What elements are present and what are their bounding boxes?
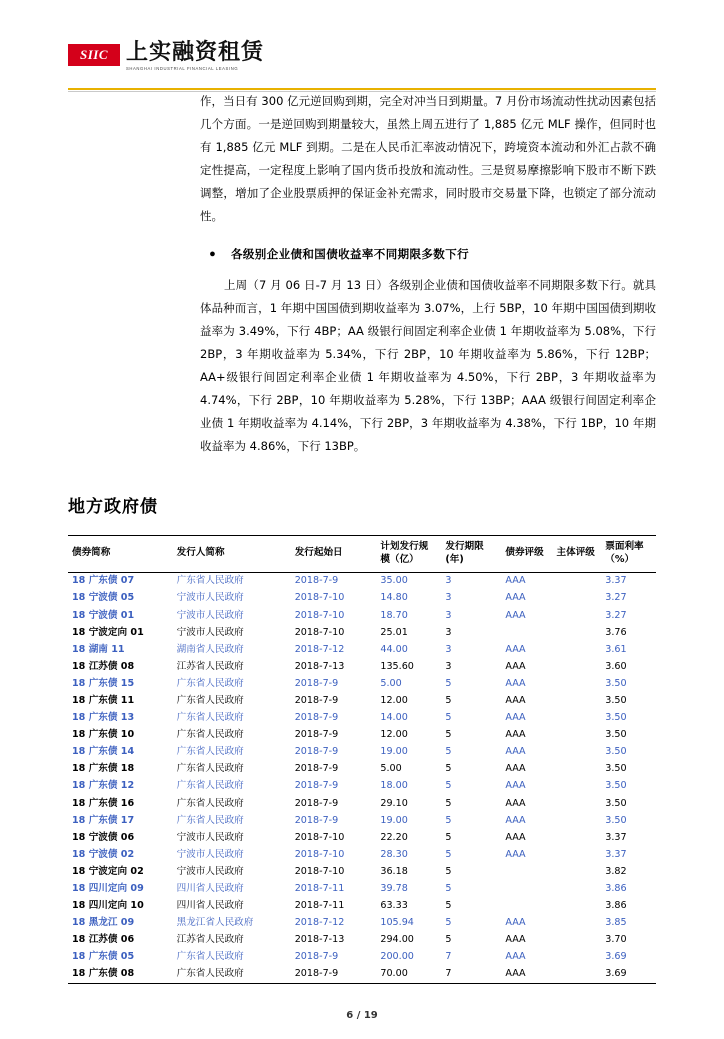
page-header xyxy=(0,0,724,78)
cell-bond-rating xyxy=(501,880,552,897)
cell-planned-scale: 35.00 xyxy=(380,575,408,587)
column-header-issue-date: 发行起始日 xyxy=(291,535,377,572)
cell-bond-name: 18 宁波债 02 xyxy=(72,848,135,860)
cell-bond-rating: AAA xyxy=(505,592,526,604)
cell-planned-scale: 14.00 xyxy=(380,712,408,724)
paragraph-yields: 上周（7 月 06 日-7 月 13 日）各级别企业债和国债收益率不同期限多数下行。就具体品种而言，1 年期中国国债到期收益率为 3.07%，上行 5BP，10 年期中国国债到期收益率为 3.49%，下行 4BP；AA 级银行间固定利率企业债 1 年期收益率为 5.08%，下行 2BP，3 年期收益率为 5.34%，下行 2BP，10 年期收益率为 5.86%，下行 12BP；AA+级银行间固定利率企业债 1 年期收益率为 4.50%，下行 2BP，3 年期收益率为 4.74%，下行 2BP，10 年期收益率为 5.28%，下行 13BP；AAA 级银行间固定利率企业债 1 年期收益率为 4.14%，下行 2BP，3 年期收益率为 4.38%，下行 1BP，10 年期收益率为 4.86%，下行 13BP。 xyxy=(200,277,656,453)
table-row xyxy=(68,624,656,641)
cell-planned-scale: 18.00 xyxy=(380,780,408,792)
cell-bond-rating: AAA xyxy=(505,763,526,775)
cell-bond-name: 18 广东债 08 xyxy=(68,966,173,984)
cell-bond-rating: AAA xyxy=(505,780,526,792)
cell-term-years: 5 xyxy=(445,917,452,929)
cell-bond-rating: AAA xyxy=(505,660,526,672)
cell-coupon-rate: 3.50 xyxy=(605,677,627,689)
cell-issue-date: 2018-7-10 xyxy=(294,848,345,860)
cell-term-years: 7 xyxy=(445,951,452,963)
cell-bond-rating: AAA xyxy=(505,575,526,587)
cell-planned-scale: 19.00 xyxy=(380,814,408,826)
cell-term-years: 5 xyxy=(445,712,452,724)
bond-table-wrapper xyxy=(0,535,724,984)
cell-issuer-name: 广东省人民政府 xyxy=(176,729,244,741)
cell-bond-rating: AAA xyxy=(505,848,526,860)
table-row xyxy=(68,709,656,726)
cell-issuer-name: 广东省人民政府 xyxy=(173,966,291,984)
cell-issuer-rating xyxy=(553,898,602,915)
cell-issuer-name: 湖南省人民政府 xyxy=(176,643,244,655)
cell-issuer-rating xyxy=(553,846,602,863)
cell-issue-date: 2018-7-9 xyxy=(294,712,339,724)
cell-coupon-rate: 3.86 xyxy=(605,900,627,912)
cell-issue-date: 2018-7-9 xyxy=(294,814,339,826)
cell-planned-scale: 44.00 xyxy=(380,643,408,655)
cell-issuer-name: 广东省人民政府 xyxy=(176,746,244,758)
cell-bond-name: 18 广东债 17 xyxy=(72,814,135,826)
table-row xyxy=(68,761,656,778)
cell-issue-date: 2018-7-10 xyxy=(294,592,345,604)
cell-issue-date: 2018-7-10 xyxy=(294,609,345,621)
cell-bond-name: 18 宁波定向 01 xyxy=(72,626,144,638)
cell-issuer-rating xyxy=(553,709,602,726)
cell-issuer-name: 广东省人民政府 xyxy=(176,712,244,724)
cell-term-years: 5 xyxy=(445,883,452,894)
cell-planned-scale: 36.18 xyxy=(380,865,408,877)
cell-issue-date: 2018-7-10 xyxy=(294,865,345,877)
cell-planned-scale: 39.78 xyxy=(380,883,408,894)
column-header-issuer-rating: 主体评级 xyxy=(553,535,602,572)
cell-issuer-rating xyxy=(553,607,602,624)
cell-bond-name: 18 广东债 11 xyxy=(72,694,135,706)
cell-planned-scale: 29.10 xyxy=(380,797,408,809)
cell-issuer-name: 四川省人民政府 xyxy=(176,900,244,912)
header-divider-gray xyxy=(68,91,656,92)
cell-issuer-name: 广东省人民政府 xyxy=(176,780,244,792)
cell-coupon-rate: 3.60 xyxy=(605,660,627,672)
bullet-heading-yields xyxy=(208,244,656,266)
table-row xyxy=(68,880,656,897)
cell-coupon-rate: 3.37 xyxy=(605,575,627,587)
cell-issue-date: 2018-7-13 xyxy=(294,934,345,946)
cell-term-years: 5 xyxy=(445,763,452,775)
cell-coupon-rate: 3.27 xyxy=(605,592,627,604)
cell-coupon-rate: 3.82 xyxy=(605,865,627,877)
table-row xyxy=(68,658,656,675)
cell-term-years: 5 xyxy=(445,814,452,826)
column-header-coupon-rate: 票面利率（%） xyxy=(601,535,656,572)
cell-planned-scale: 135.60 xyxy=(380,660,414,672)
cell-issuer-name: 四川省人民政府 xyxy=(176,883,244,894)
cell-issuer-rating xyxy=(553,795,602,812)
cell-issue-date: 2018-7-9 xyxy=(294,763,339,775)
cell-planned-scale: 12.00 xyxy=(380,694,408,706)
cell-bond-rating: AAA xyxy=(505,814,526,826)
column-header-planned-scale: 计划发行规模（亿） xyxy=(376,535,441,572)
cell-issuer-name: 宁波市人民政府 xyxy=(176,831,244,843)
cell-issuer-rating xyxy=(553,880,602,897)
cell-term-years: 5 xyxy=(445,831,452,843)
cell-planned-scale: 18.70 xyxy=(380,609,408,621)
cell-bond-rating: AAA xyxy=(505,694,526,706)
table-row xyxy=(68,829,656,846)
cell-issuer-rating xyxy=(553,949,602,966)
cell-bond-rating: AAA xyxy=(505,677,526,689)
cell-bond-name: 18 广东债 14 xyxy=(72,746,135,758)
cell-coupon-rate: 3.76 xyxy=(605,626,627,638)
cell-issue-date: 2018-7-10 xyxy=(294,626,345,638)
cell-issuer-name: 广东省人民政府 xyxy=(176,694,244,706)
cell-coupon-rate: 3.86 xyxy=(605,883,627,894)
cell-bond-rating: AAA xyxy=(501,966,552,984)
cell-bond-rating: AAA xyxy=(505,831,526,843)
cell-issue-date: 2018-7-9 xyxy=(294,746,339,758)
cell-term-years: 3 xyxy=(445,643,452,655)
cell-issuer-rating xyxy=(553,590,602,607)
bond-table-body xyxy=(68,572,656,983)
cell-bond-name: 18 广东债 12 xyxy=(72,780,135,792)
cell-coupon-rate: 3.69 xyxy=(605,951,627,963)
cell-issuer-rating xyxy=(553,692,602,709)
bond-table-head xyxy=(68,535,656,572)
cell-issuer-rating xyxy=(553,641,602,658)
cell-issuer-name: 广东省人民政府 xyxy=(176,814,244,826)
table-row xyxy=(68,932,656,949)
cell-issuer-rating xyxy=(553,572,602,590)
cell-bond-name: 18 广东债 07 xyxy=(72,575,135,587)
cell-term-years: 5 xyxy=(445,934,452,946)
cell-issue-date: 2018-7-12 xyxy=(294,917,345,929)
cell-issue-date: 2018-7-12 xyxy=(294,643,345,655)
cell-planned-scale: 14.80 xyxy=(380,592,408,604)
company-logo xyxy=(68,42,264,71)
cell-planned-scale: 200.00 xyxy=(380,951,414,963)
cell-bond-name: 18 湖南 11 xyxy=(72,643,125,655)
logo-mark: SIIC xyxy=(68,44,120,66)
cell-term-years: 3 xyxy=(445,660,452,672)
cell-issuer-rating xyxy=(553,624,602,641)
table-row xyxy=(68,846,656,863)
cell-bond-name: 18 四川定向 09 xyxy=(72,883,144,894)
cell-bond-name: 18 宁波债 05 xyxy=(72,592,135,604)
cell-coupon-rate: 3.50 xyxy=(605,729,627,741)
cell-bond-name: 18 广东债 16 xyxy=(72,797,135,809)
cell-bond-name: 18 黑龙江 09 xyxy=(72,917,135,929)
cell-issuer-name: 宁波市人民政府 xyxy=(176,865,244,877)
cell-coupon-rate: 3.85 xyxy=(605,917,627,929)
cell-issue-date: 2018-7-10 xyxy=(294,831,345,843)
cell-bond-rating xyxy=(501,624,552,641)
cell-issuer-name: 广东省人民政府 xyxy=(176,763,244,775)
cell-issue-date: 2018-7-9 xyxy=(294,677,339,689)
column-header-issuer: 发行人简称 xyxy=(173,535,291,572)
cell-issuer-name: 宁波市人民政府 xyxy=(176,848,244,860)
cell-bond-rating: AAA xyxy=(505,729,526,741)
cell-issue-date: 2018-7-9 xyxy=(294,780,339,792)
logo-name-en: SHANGHAI INDUSTRIAL FINANCIAL LEASING xyxy=(126,66,239,71)
cell-coupon-rate: 3.37 xyxy=(605,848,627,860)
cell-term-years: 3 xyxy=(445,575,452,587)
cell-planned-scale: 70.00 xyxy=(376,966,441,984)
cell-bond-rating: AAA xyxy=(505,797,526,809)
table-row xyxy=(68,727,656,744)
cell-term-years: 5 xyxy=(445,694,452,706)
cell-coupon-rate: 3.50 xyxy=(605,746,627,758)
cell-term-years: 3 xyxy=(445,609,452,621)
table-row xyxy=(68,795,656,812)
cell-term-years: 3 xyxy=(445,626,452,638)
cell-issuer-rating xyxy=(553,932,602,949)
cell-bond-rating xyxy=(501,863,552,880)
column-header-bond-name: 债券简称 xyxy=(68,535,173,572)
table-row xyxy=(68,863,656,880)
cell-issuer-rating xyxy=(553,915,602,932)
cell-bond-rating: AAA xyxy=(505,643,526,655)
cell-term-years: 7 xyxy=(441,966,501,984)
table-row xyxy=(68,915,656,932)
cell-issue-date: 2018-7-9 xyxy=(294,951,339,963)
cell-bond-name: 18 江苏债 06 xyxy=(72,934,135,946)
cell-issuer-rating xyxy=(553,675,602,692)
cell-issue-date: 2018-7-9 xyxy=(294,575,339,587)
cell-bond-rating xyxy=(501,898,552,915)
table-row xyxy=(68,675,656,692)
cell-issue-date: 2018-7-9 xyxy=(294,694,339,706)
cell-bond-rating: AAA xyxy=(505,609,526,621)
cell-bond-name: 18 宁波债 06 xyxy=(72,831,135,843)
cell-term-years: 5 xyxy=(445,848,452,860)
cell-issue-date: 2018-7-9 xyxy=(294,797,339,809)
cell-issuer-rating xyxy=(553,966,602,984)
table-row xyxy=(68,692,656,709)
cell-issuer-name: 宁波市人民政府 xyxy=(176,626,244,638)
cell-issuer-name: 广东省人民政府 xyxy=(176,797,244,809)
table-row xyxy=(68,966,656,984)
page-body xyxy=(0,90,724,458)
cell-planned-scale: 5.00 xyxy=(380,677,402,689)
table-row xyxy=(68,949,656,966)
cell-bond-rating: AAA xyxy=(505,934,526,946)
cell-issuer-rating xyxy=(553,812,602,829)
cell-bond-name: 18 广东债 15 xyxy=(72,677,135,689)
cell-planned-scale: 25.01 xyxy=(380,626,408,638)
table-row xyxy=(68,744,656,761)
cell-issuer-rating xyxy=(553,863,602,880)
table-row xyxy=(68,812,656,829)
cell-bond-name: 18 江苏债 08 xyxy=(72,660,135,672)
cell-issue-date: 2018-7-11 xyxy=(294,900,345,912)
section-heading-local-government-bonds: 地方政府债 xyxy=(68,496,158,517)
cell-issuer-name: 黑龙江省人民政府 xyxy=(176,917,254,929)
cell-issuer-name: 广东省人民政府 xyxy=(176,951,244,963)
paragraph-liquidity: 作，当日有 300 亿元逆回购到期，完全对冲当日到期量。7 月份市场流动性扰动因素包括几个方面。一是逆回购到期量较大，虽然上周五进行了 1,885 亿元 MLF 操作，但同时也有 1,885 亿元 MLF 到期。二是在人民币汇率波动情况下，跨境资本流动和外汇占款不确定性提高，一定程度上影响了国内货币投放和流动性。三是贸易摩擦影响下股市不断下跌调整，增加了企业股票质押的保证金补充需求，同时股市交易量下降，也锁定了部分流动性。 xyxy=(200,94,656,223)
cell-bond-rating: AAA xyxy=(505,951,526,963)
cell-issuer-name: 宁波市人民政府 xyxy=(176,609,244,621)
cell-issuer-rating xyxy=(553,744,602,761)
cell-issuer-rating xyxy=(553,778,602,795)
cell-coupon-rate: 3.69 xyxy=(601,966,656,984)
cell-bond-name: 18 宁波债 01 xyxy=(72,609,135,621)
table-row xyxy=(68,641,656,658)
cell-planned-scale: 294.00 xyxy=(380,934,414,946)
cell-issue-date: 2018-7-13 xyxy=(294,660,345,672)
cell-term-years: 5 xyxy=(445,677,452,689)
cell-term-years: 5 xyxy=(445,900,452,912)
column-header-term: 发行期限(年) xyxy=(441,535,501,572)
cell-issuer-name: 广东省人民政府 xyxy=(176,575,244,587)
cell-term-years: 5 xyxy=(445,865,452,877)
cell-planned-scale: 63.33 xyxy=(380,900,408,912)
page-footer: 6 / 19 xyxy=(346,1009,378,1021)
cell-coupon-rate: 3.50 xyxy=(605,780,627,792)
cell-bond-name: 18 广东债 13 xyxy=(72,712,135,724)
cell-coupon-rate: 3.61 xyxy=(605,643,627,655)
cell-issuer-rating xyxy=(553,658,602,675)
cell-planned-scale: 19.00 xyxy=(380,746,408,758)
logo-name-cn: 上实融资租赁 xyxy=(126,40,265,65)
cell-issue-date: 2018-7-11 xyxy=(294,883,345,894)
cell-coupon-rate: 3.37 xyxy=(605,831,627,843)
cell-term-years: 3 xyxy=(445,592,452,604)
cell-term-years: 5 xyxy=(445,797,452,809)
column-header-bond-rating: 债券评级 xyxy=(501,535,552,572)
cell-planned-scale: 28.30 xyxy=(380,848,408,860)
cell-bond-name: 18 四川定向 10 xyxy=(72,900,144,912)
bullet-heading-label: 各级别企业债和国债收益率不同期限多数下行 xyxy=(231,247,469,261)
cell-planned-scale: 5.00 xyxy=(380,763,402,775)
cell-issuer-name: 江苏省人民政府 xyxy=(176,660,244,672)
cell-coupon-rate: 3.50 xyxy=(605,797,627,809)
cell-coupon-rate: 3.50 xyxy=(605,694,627,706)
cell-issuer-name: 宁波市人民政府 xyxy=(176,592,244,604)
cell-planned-scale: 22.20 xyxy=(380,831,408,843)
cell-bond-name: 18 宁波定向 02 xyxy=(72,865,144,877)
cell-bond-rating: AAA xyxy=(505,917,526,929)
cell-bond-rating: AAA xyxy=(505,712,526,724)
cell-issuer-rating xyxy=(553,727,602,744)
cell-coupon-rate: 3.50 xyxy=(605,712,627,724)
cell-coupon-rate: 3.27 xyxy=(605,609,627,621)
cell-issuer-name: 广东省人民政府 xyxy=(176,677,244,689)
cell-issuer-rating xyxy=(553,829,602,846)
cell-bond-name: 18 广东债 18 xyxy=(72,763,135,775)
cell-bond-rating: AAA xyxy=(505,746,526,758)
cell-issue-date: 2018-7-9 xyxy=(291,966,377,984)
cell-bond-name: 18 广东债 10 xyxy=(72,729,135,741)
cell-coupon-rate: 3.70 xyxy=(605,934,627,946)
cell-issuer-rating xyxy=(553,761,602,778)
cell-issuer-name: 江苏省人民政府 xyxy=(176,934,244,946)
table-header-row xyxy=(68,535,656,572)
table-row xyxy=(68,572,656,590)
table-row xyxy=(68,778,656,795)
table-row xyxy=(68,898,656,915)
cell-planned-scale: 105.94 xyxy=(380,917,414,929)
table-row xyxy=(68,607,656,624)
cell-coupon-rate: 3.50 xyxy=(605,814,627,826)
header-divider-gold xyxy=(68,88,656,90)
cell-term-years: 5 xyxy=(445,746,452,758)
logo-text-block xyxy=(126,42,264,71)
cell-term-years: 5 xyxy=(445,780,452,792)
bond-table xyxy=(68,535,656,984)
cell-bond-name: 18 广东债 05 xyxy=(72,951,135,963)
cell-planned-scale: 12.00 xyxy=(380,729,408,741)
cell-coupon-rate: 3.50 xyxy=(605,763,627,775)
cell-issue-date: 2018-7-9 xyxy=(294,729,339,741)
cell-term-years: 5 xyxy=(445,729,452,741)
bullet-dot-icon: ● xyxy=(209,248,216,260)
table-row xyxy=(68,590,656,607)
